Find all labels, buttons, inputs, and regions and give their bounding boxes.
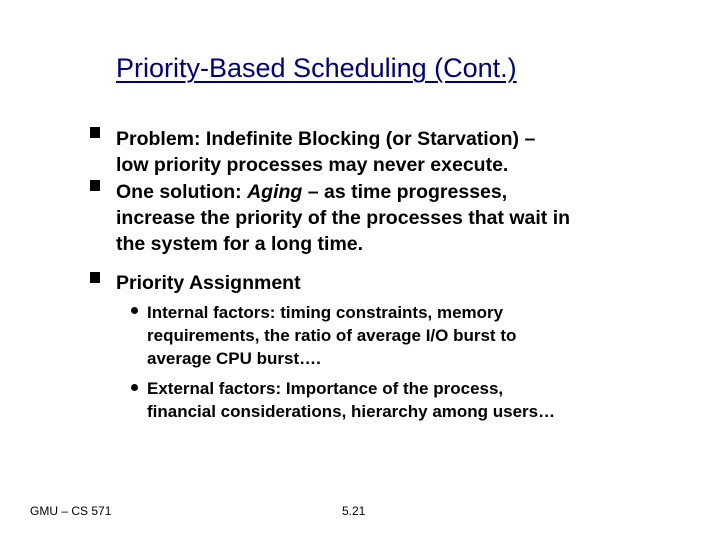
footer-course: GMU – CS 571 (30, 504, 112, 518)
subbullet-line: Internal factors: timing constraints, memory (147, 303, 504, 322)
bullet-line: Problem: Indefinite Blocking (or Starvation) – (116, 128, 536, 150)
bullet-line: the system for a long time. (116, 233, 364, 255)
subbullet-external-factors (147, 377, 647, 423)
square-bullet-icon (90, 127, 100, 138)
bullet-line: low priority processes may never execute. (116, 154, 509, 176)
subbullet-line: External factors: Importance of the process, (147, 379, 504, 398)
bullet-text: – as time progresses, (302, 181, 508, 203)
subbullet-line: requirements, the ratio of average I/O burst to (147, 326, 517, 345)
emphasis-text: Aging (247, 181, 303, 203)
subbullet-line: average CPU burst…. (147, 349, 321, 368)
bullet-line: Priority Assignment (116, 272, 301, 294)
round-bullet-icon (131, 307, 138, 314)
bullet-line: increase the priority of the processes that wait in (116, 207, 571, 229)
round-bullet-icon (131, 384, 138, 391)
bullet-problem (116, 126, 646, 178)
bullet-line (116, 179, 646, 205)
slide-number: 5.21 (342, 504, 366, 518)
subbullet-internal-factors (147, 301, 647, 370)
subbullet-line: financial considerations, hierarchy among users… (147, 402, 556, 421)
bullet-text: One solution: (116, 181, 248, 203)
slide-title: Priority-Based Scheduling (Cont.) (116, 53, 517, 83)
square-bullet-icon (90, 180, 100, 191)
bullet-priority-assignment (116, 270, 646, 296)
square-bullet-icon (90, 272, 100, 283)
bullet-solution (116, 179, 646, 257)
